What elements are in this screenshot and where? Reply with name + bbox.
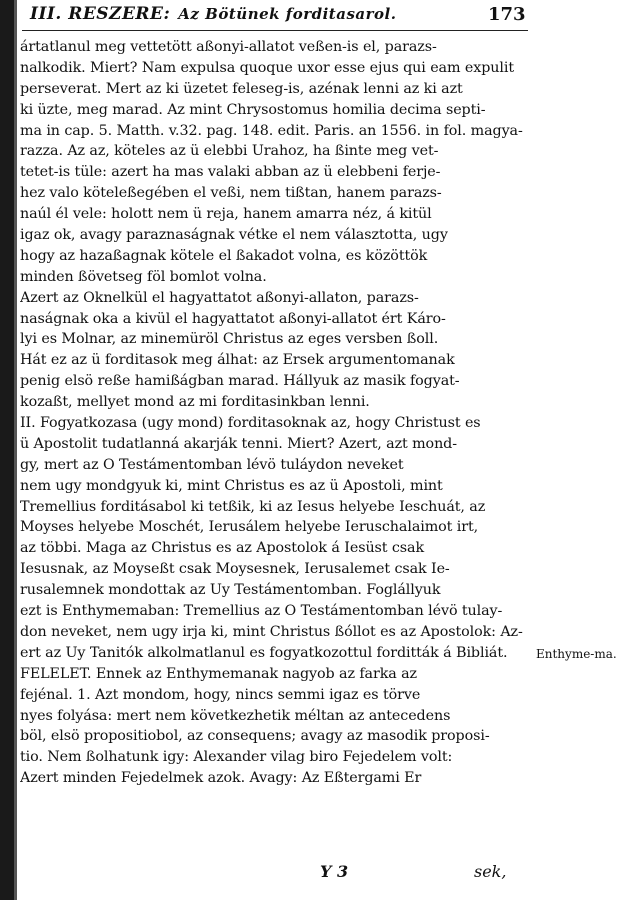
header-rule xyxy=(22,30,528,31)
running-header xyxy=(30,4,530,24)
body-text xyxy=(20,37,532,789)
text-line: gy, mert az O Testámentomban lévö tuláydon neveket xyxy=(20,456,404,473)
page-number: 173 xyxy=(488,4,526,25)
text-line: naságnak oka a kivül el hagyattatot aßonyi-allatot ért Káro- xyxy=(20,310,446,327)
catchword: sek, xyxy=(474,862,507,881)
text-line: tio. Nem ßolhatunk igy: Alexander vilag biro Fejedelem volt: xyxy=(20,749,453,766)
text-line: rusalemnek mondottak az Uy Testámentomban. Foglállyuk xyxy=(20,582,441,599)
text-line: minden ßövetseg föl bomlot volna. xyxy=(20,268,267,285)
page-footer xyxy=(20,860,532,884)
text-line: Hát ez az ü forditasok meg álhat: az Ersek argumentomanak xyxy=(20,352,455,369)
text-line: az többi. Maga az Christus es az Apostolok á Iesüst csak xyxy=(20,540,425,557)
text-line: hogy az hazaßagnak kötele el ßakadot volna, es közöttök xyxy=(20,247,428,264)
text-line: don neveket, nem ugy irja ki, mint Christus ßóllot es az Apostolok: Az- xyxy=(20,623,523,640)
text-line: Iesusnak, az Moyseßt csak Moysesnek, Ierusalemet csak Ie- xyxy=(20,561,450,578)
text-line: tetet-is tüle: azert ha mas valaki abban az ü elebbeni ferje- xyxy=(20,164,441,181)
text-line: ma in cap. 5. Matth. v.32. pag. 148. edit. Paris. an 1556. in fol. magya- xyxy=(20,122,523,139)
chapter-heading: III. RESZERE: xyxy=(30,4,171,24)
text-line: naúl él vele: holott nem ü reja, hanem amarra néz, á kitül xyxy=(20,206,432,223)
text-line: II. Fogyatkozasa (ugy mond) forditasoknak az, hogy Christust es xyxy=(20,415,481,432)
text-line: fejénal. 1. Azt mondom, hogy, nincs semmi igaz es törve xyxy=(20,686,421,703)
text-line: böl, elsö propositiobol, az consequens; avagy az masodik proposi- xyxy=(20,728,490,745)
text-line: hez valo köteleßegében el veßi, nem tißtan, hanem parazs- xyxy=(20,185,442,202)
binding-gutter xyxy=(0,0,14,900)
text-line: ert az Uy Tanitók alkolmatlanul es fogyatkozottul forditták á Bibliát. xyxy=(20,644,508,661)
text-line: igaz ok, avagy paraznaságnak vétke el nem választotta, ugy xyxy=(20,227,448,244)
text-line: kozaßt, mellyet mond az mi forditasinkban lenni. xyxy=(20,394,370,411)
text-line: lyi es Molnar, az minemüröl Christus az eges versben ßoll. xyxy=(20,331,439,348)
binding-edge xyxy=(14,0,17,900)
text-line: penig elsö reße hamißágban marad. Hállyuk az masik fogyat- xyxy=(20,373,460,390)
text-line: nalkodik. Miert? Nam expulsa quoque uxor esse ejus qui eam expulit xyxy=(20,59,514,76)
margin-note: Enthyme-ma. xyxy=(536,647,617,661)
text-line: Tremellius forditásabol ki tetßik, ki az Iesus helyebe Ieschuát, az xyxy=(20,498,486,515)
text-line: Azert az Oknelkül el hagyattatot aßonyi-allaton, parazs- xyxy=(20,289,419,306)
text-line: Azert minden Fejedelmek azok. Avagy: Az Eßtergami Er xyxy=(20,770,422,787)
running-title: Az Bötünek forditasarol. xyxy=(178,5,397,23)
text-line: nyes folyása: mert nem következhetik méltan az antecedens xyxy=(20,707,451,724)
signature-mark: Y 3 xyxy=(320,862,349,881)
text-line: ü Apostolit tudatlanná akarják tenni. Miert? Azert, azt mond- xyxy=(20,435,457,452)
text-line: ezt is Enthymemaban: Tremellius az O Testámentomban lévö tulay- xyxy=(20,603,503,620)
text-line: perseverat. Mert az ki üzetet feleseg-is, azénak lenni az ki azt xyxy=(20,80,463,97)
text-line: Moyses helyebe Moschét, Ierusálem helyebe Ieruschalaimot irt, xyxy=(20,519,479,536)
text-line: ki üzte, meg marad. Az mint Chrysostomus homilia decima septi- xyxy=(20,101,486,118)
text-line: nem ugy mondgyuk ki, mint Christus es az ü Apostoli, mint xyxy=(20,477,443,494)
text-line: FELELET. Ennek az Enthymemanak nagyob az farka az xyxy=(20,665,417,682)
text-line: ártatlanul meg vettetött aßonyi-allatot veßen-is el, parazs- xyxy=(20,39,437,55)
text-line: razza. Az az, köteles az ü elebbi Urahoz, ha ßinte meg vet- xyxy=(20,143,439,160)
